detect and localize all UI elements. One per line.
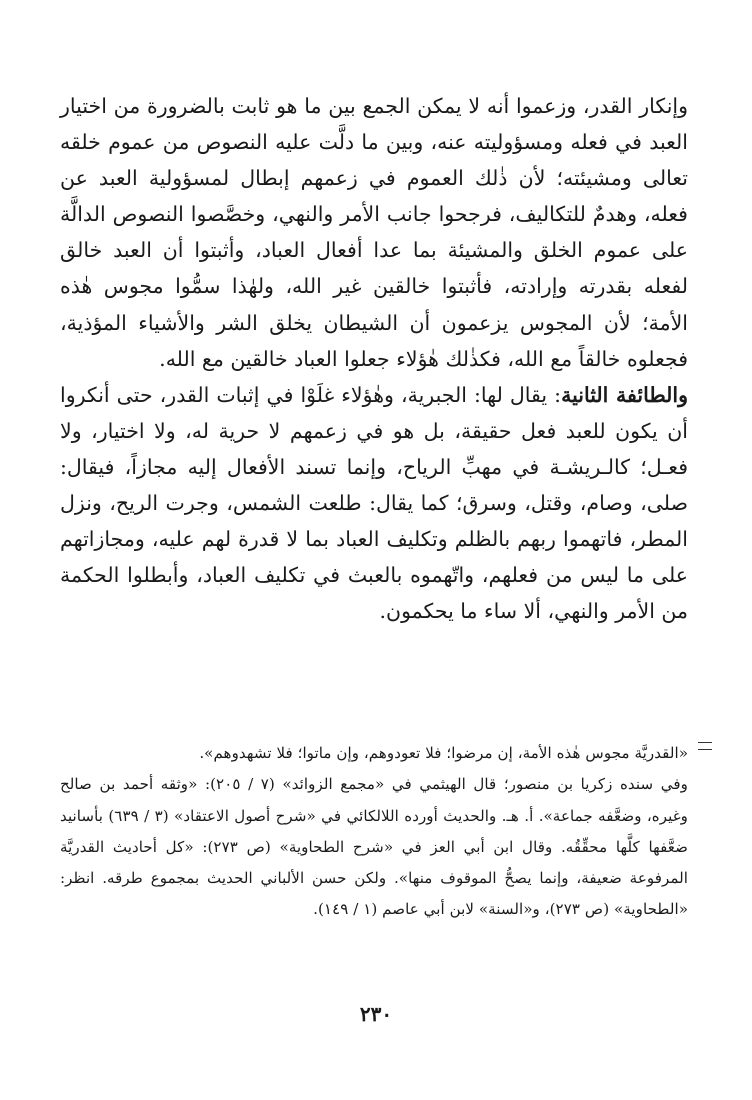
footnotes: [60, 738, 702, 926]
page-body: [60, 88, 688, 629]
main-text: [60, 88, 688, 629]
footnote-line-2: وفي سنده زكريا بن منصور؛ قال الهيثمي في «مجمع الزوائد» (٧ / ٢٠٥): «وثقه أحمد بن صالح وغيره، وضعَّفه جماعة». أ. هـ. والحديث أورده اللالكائي في «شرح أصول الاعتقاد» (٣ / ٦٣٩) بأسانيد ضعَّفها كلَّها محقِّقُه. وقال ابن أبي العز في «شرح الطحاوية» (ص ٢٧٣): «كل أحاديث القدريَّة المرفوعة ضعيفة، وإنما يصحُّ الموقوف منها». ولكن حسن الألباني الحديث بمجموع طرقه. انظر: «الطحاوية» (ص ٢٧٣)، و«السنة» لابن أبي عاصم (١ / ١٤٩).: [60, 775, 688, 919]
page-number: ٢٣٠: [359, 1002, 393, 1026]
paragraph-1: وإنكار القدر، وزعموا أنه لا يمكن الجمع بين ما هو ثابت بالضرورة من اختيار العبد في فعله ومسؤوليته عنه، وبين ما دلَّت عليه النصوص من عموم خلقه تعالى ومشيئته؛ لأن ذٰلك العموم في زعمهم إبطال لمسؤولية العبد عن فعله، وهدمٌ للتكاليف، فرجحوا جانب الأمر والنهي، وخصَّصوا النصوص الدالَّة على عموم الخلق والمشيئة بما عدا أفعال العباد، وأثبتوا أن العبد خالق لفعله بقدرته وإرادته، فأثبتوا خالقين غير الله، ولهٰذا سمُّوا مجوس هٰذه الأمة؛ لأن المجوس يزعمون أن الشيطان يخلق الشر والأشياء المؤذية، فجعلوه خالقاً مع الله، فكذٰلك هٰؤلاء جعلوا العباد خالقين مع الله.: [60, 94, 688, 371]
paragraph-2: [60, 377, 688, 630]
footnote-continuation-mark: [698, 742, 712, 750]
footnote-line-1: «القدريَّة مجوس هٰذه الأمة، إن مرضوا؛ فلا تعودوهم، وإن ماتوا؛ فلا تشهدوهم».: [199, 744, 688, 762]
paragraph-2-lead: والطائفة الثانية: [561, 382, 688, 407]
paragraph-2-body: : يقال لها: الجبرية، وهٰؤلاء غلَوْا في إثبات القدر، حتى أنكروا أن يكون للعبد فعل حقيقة، بل هو في زعمهم لا حرية له، ولا اختيار، ولا فعـل؛ كالـريشـة في مهبِّ الرياح، وإنما تسند الأفعال إليه مجازاً، فيقال: صلى، وصام، وقتل، وسرق؛ كما يقال: طلعت الشمس، وجرت الريح، ونزل المطر، فاتهموا ربهم بالظلم وتكليف العباد بما لا قدرة لهم عليه، ومجازاتهم على ما ليس من فعلهم، واتّهموه بالعبث في تكليف العباد، وأبطلوا الحكمة من الأمر والنهي، ألا ساء ما يحكمون.: [60, 382, 688, 624]
